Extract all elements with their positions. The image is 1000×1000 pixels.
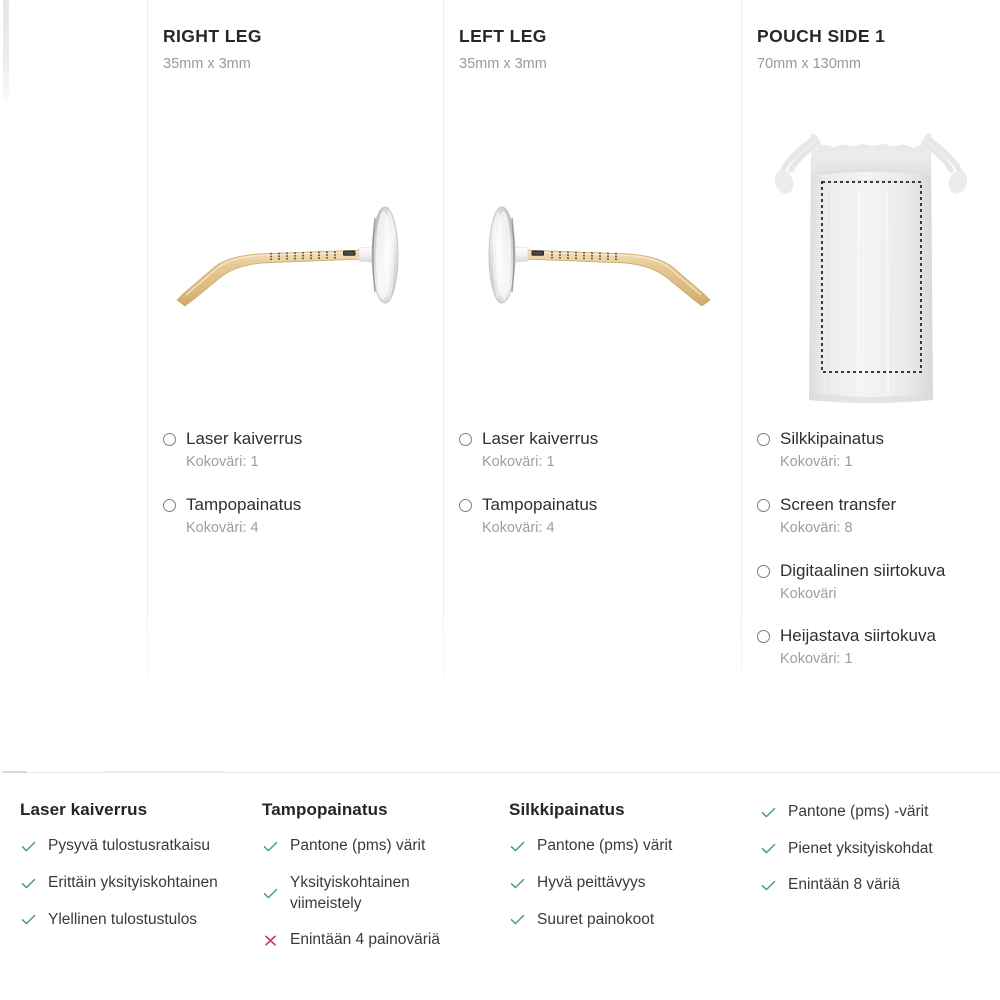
feature-item-text: Enintään 4 painoväriä <box>290 931 440 949</box>
feature-column-laser-kaiverrus <box>0 786 252 1000</box>
feature-item-text: Pantone (pms) värit <box>537 837 673 855</box>
print-option[interactable] <box>459 494 735 538</box>
check-icon <box>509 838 526 855</box>
feature-list <box>760 802 986 896</box>
feature-column-title: Tampopainatus <box>262 800 388 819</box>
print-options-right-leg <box>163 428 437 538</box>
glasses-left-leg-image <box>460 200 724 320</box>
check-icon <box>262 885 279 902</box>
print-option-sublabel: Kokoväri: 8 <box>780 519 853 536</box>
feature-item <box>509 873 732 894</box>
feature-item-text: Hyvä peittävyys <box>537 874 646 891</box>
panel-title: POUCH SIDE 1 <box>757 26 886 46</box>
artwork-stage-pouch <box>741 100 1000 420</box>
radio-icon[interactable] <box>163 499 176 512</box>
feature-column-4 <box>746 786 1000 1000</box>
print-option[interactable] <box>757 428 994 472</box>
radio-icon[interactable] <box>163 433 176 446</box>
print-option-label: Screen transfer <box>780 494 897 514</box>
feature-item-text: Pienet yksityiskohdat <box>788 839 933 857</box>
print-method-features <box>0 786 1000 1000</box>
panel-title: LEFT LEG <box>459 26 547 46</box>
radio-icon[interactable] <box>459 433 472 446</box>
print-option-sublabel: Kokoväri: 4 <box>186 519 259 536</box>
print-option-sublabel: Kokoväri: 1 <box>780 453 853 470</box>
feature-item-text: Ylellinen tulostustulos <box>48 910 198 928</box>
check-icon <box>20 911 37 928</box>
radio-icon[interactable] <box>757 433 770 446</box>
feature-column-tampopainatus <box>252 786 499 1000</box>
check-icon <box>20 875 37 892</box>
feature-item <box>20 910 238 931</box>
feature-item-text: Pysyvä tulostusratkaisu <box>48 837 210 855</box>
panel-left-leg <box>443 0 741 772</box>
print-option[interactable] <box>163 428 437 472</box>
feature-column-title: Silkkipainatus <box>509 800 625 819</box>
print-options-left-leg <box>459 428 735 538</box>
print-option[interactable] <box>757 494 994 538</box>
cross-icon <box>262 932 279 949</box>
print-option-sublabel: Kokoväri: 1 <box>780 651 853 668</box>
check-icon <box>509 911 526 928</box>
feature-item-text: Enintään 8 väriä <box>788 876 901 894</box>
print-option-sublabel: Kokoväri: 1 <box>482 453 555 470</box>
section-divider-accent-left <box>3 771 27 773</box>
feature-item <box>509 836 732 857</box>
print-option-sublabel: Kokoväri: 1 <box>186 453 259 470</box>
print-option-label: Tampopainatus <box>482 494 598 514</box>
panel-dimensions: 35mm x 3mm <box>459 56 547 72</box>
check-icon <box>20 838 37 855</box>
feature-item-text: Pantone (pms) värit <box>290 837 426 855</box>
glasses-right-leg-image <box>163 200 427 320</box>
print-option[interactable] <box>757 625 994 669</box>
check-icon <box>509 875 526 892</box>
feature-item-text: Yksityiskohtainen viimeistely <box>290 874 410 912</box>
feature-item-text: Suuret painokoot <box>537 910 655 928</box>
feature-column-title: Laser kaiverrus <box>20 800 148 819</box>
radio-icon[interactable] <box>757 630 770 643</box>
check-icon <box>760 804 777 821</box>
print-option[interactable] <box>163 494 437 538</box>
panel-right-leg <box>147 0 443 772</box>
feature-item-text: Pantone (pms) -värit <box>788 803 929 820</box>
print-option-label: Silkkipainatus <box>780 429 884 448</box>
panel-header-pouch <box>757 26 990 73</box>
feature-list <box>509 836 732 930</box>
feature-column-silkkipainatus <box>499 786 746 1000</box>
feature-list <box>262 836 485 950</box>
panel-header-right-leg <box>163 26 433 73</box>
feature-list <box>20 836 238 930</box>
print-option[interactable] <box>757 560 994 604</box>
check-icon <box>760 877 777 894</box>
panel-dimensions: 35mm x 3mm <box>163 56 251 72</box>
panel-pouch-side-1 <box>741 0 1000 772</box>
feature-item <box>760 875 986 896</box>
feature-item <box>20 873 238 894</box>
feature-item-text: Erittäin yksityiskohtainen <box>48 874 218 891</box>
feature-item <box>509 910 732 931</box>
artwork-stage-right-leg <box>147 100 443 420</box>
feature-item <box>262 873 485 914</box>
print-option-label: Tampopainatus <box>186 494 302 514</box>
check-icon <box>760 840 777 857</box>
feature-item <box>262 836 485 857</box>
section-divider-accent <box>103 771 223 773</box>
panel-title: RIGHT LEG <box>163 26 262 46</box>
radio-icon[interactable] <box>459 499 472 512</box>
print-option-label: Digitaalinen siirtokuva <box>780 560 946 580</box>
artwork-stage-left-leg <box>443 100 741 420</box>
print-options-pouch <box>757 428 994 669</box>
pouch-image <box>755 104 987 404</box>
print-option-sublabel: Kokoväri <box>780 585 837 602</box>
panel-dimensions: 70mm x 130mm <box>757 56 861 72</box>
feature-item <box>760 839 986 860</box>
feature-item <box>760 802 986 823</box>
feature-item <box>262 930 485 951</box>
print-option-label: Laser kaiverrus <box>482 429 599 448</box>
print-option-label: Heijastava siirtokuva <box>780 626 936 646</box>
radio-icon[interactable] <box>757 565 770 578</box>
panel-header-left-leg <box>459 26 731 73</box>
check-icon <box>262 838 279 855</box>
print-option[interactable] <box>459 428 735 472</box>
feature-item <box>20 836 238 857</box>
radio-icon[interactable] <box>757 499 770 512</box>
print-option-label: Laser kaiverrus <box>186 429 303 448</box>
print-option-sublabel: Kokoväri: 4 <box>482 519 555 536</box>
